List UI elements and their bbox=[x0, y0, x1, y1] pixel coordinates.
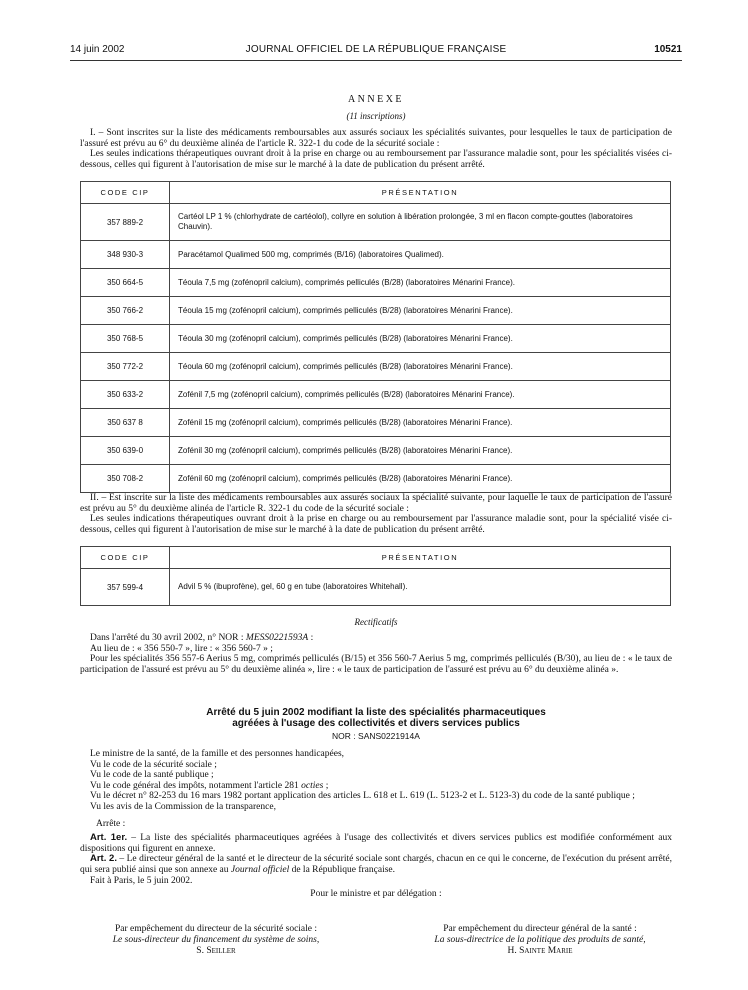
signature-right-role: La sous-directrice de la politique des produits de santé, bbox=[434, 935, 646, 945]
presentation: Téoula 15 mg (zofénopril calcium), comprimés pelliculés (B/28) (laboratoires Ménarini France). bbox=[170, 297, 671, 325]
table-1-header-code: CODE CIP bbox=[81, 182, 170, 204]
section-1-text bbox=[80, 128, 672, 170]
article-1-label: Art. 1er. bbox=[90, 832, 128, 844]
presentation: Zofénil 30 mg (zofénopril calcium), comprimés pelliculés (B/28) (laboratoires Ménarini France). bbox=[170, 437, 671, 465]
table-row bbox=[81, 409, 671, 437]
section-2-text bbox=[80, 493, 672, 535]
cip-code: 357 599-4 bbox=[81, 569, 170, 606]
vu-line: Vu le décret n° 82-253 du 16 mars 1982 portant application des articles L. 618 et L. 619 (L. 5123-2 et L. 5123-3) du code de la santé publique ; bbox=[90, 791, 635, 802]
presentation: Zofénil 7,5 mg (zofénopril calcium), comprimés pelliculés (B/28) (laboratoires Ménarini France). bbox=[170, 381, 671, 409]
signature-left-name: S. Seiller bbox=[196, 946, 236, 956]
cip-code: 350 772-2 bbox=[81, 353, 170, 381]
presentation: Téoula 60 mg (zofénopril calcium), comprimés pelliculés (B/28) (laboratoires Ménarini France). bbox=[170, 353, 671, 381]
cip-code: 350 639-0 bbox=[81, 437, 170, 465]
arrete-minister: Le ministre de la santé, de la famille et des personnes handicapées, bbox=[90, 749, 345, 759]
presentation: Paracétamol Qualimed 500 mg, comprimés (B/16) (laboratoires Qualimed). bbox=[170, 241, 671, 269]
signature-left bbox=[66, 924, 366, 957]
fait-a-paris: Fait à Paris, le 5 juin 2002. bbox=[90, 875, 193, 886]
presentation: Advil 5 % (ibuprofène), gel, 60 g en tube (laboratoires Whitehall). bbox=[170, 569, 671, 606]
cip-code: 350 708-2 bbox=[81, 465, 170, 493]
annexe-subtitle: (11 inscriptions) bbox=[346, 111, 406, 121]
cip-code: 350 768-5 bbox=[81, 325, 170, 353]
rectificatif-line-2: Au lieu de : « 356 550-7 », lire : « 356 560-7 » ; bbox=[90, 643, 273, 654]
signature-left-role: Le sous-directeur du financement du système de soins, bbox=[112, 935, 320, 945]
vu-semicolon: ; bbox=[323, 780, 329, 791]
vu-text: Vu le code général des impôts, notamment l'article 281 bbox=[90, 780, 302, 791]
signature-right-line-1: Par empêchement du directeur général de la santé : bbox=[443, 924, 637, 934]
annexe-title: ANNEXE bbox=[347, 94, 405, 105]
rectificatif-colon: : bbox=[308, 633, 314, 643]
table-row bbox=[81, 381, 671, 409]
arrete-title-line-2: agréées à l'usage des collectivités et divers services publics bbox=[232, 718, 520, 729]
vu-line bbox=[80, 781, 672, 792]
table-row bbox=[81, 353, 671, 381]
header-date: 14 juin 2002 bbox=[70, 44, 125, 55]
vu-line: Vu les avis de la Commission de la transparence, bbox=[90, 801, 276, 812]
arrete-word: Arrête : bbox=[96, 818, 126, 829]
section-2-paragraph-2: Les seules indications thérapeutiques ouvrant droit à la prise en charge ou au remboursement par l'assurance maladie sont, pour la spécialité visée ci-dessous, celles qui figurent à l'autorisation de mise sur le marché à la date de publication du présent arrêté. bbox=[80, 514, 672, 535]
article-1 bbox=[80, 833, 672, 854]
table-row bbox=[81, 465, 671, 493]
arrete-nor: NOR : SANS0221914A bbox=[332, 731, 420, 741]
table-2-header-presentation: PRÉSENTATION bbox=[170, 547, 671, 569]
signature-right-name: H. Sainte Marie bbox=[507, 946, 573, 956]
rectificatif-ref: Dans l'arrêté du 30 avril 2002, n° NOR : bbox=[90, 633, 246, 643]
pour-le-ministre: Pour le ministre et par délégation : bbox=[310, 889, 442, 900]
arrete-body bbox=[80, 749, 672, 900]
rectificatifs-text bbox=[80, 633, 672, 675]
cip-code: 350 637 8 bbox=[81, 409, 170, 437]
cip-table-1 bbox=[80, 181, 671, 493]
cip-code: 348 930-3 bbox=[81, 241, 170, 269]
table-row bbox=[81, 569, 671, 606]
vu-octies: octies bbox=[301, 780, 324, 791]
header-page-number: 10521 bbox=[654, 44, 682, 55]
article-1-text: – La liste des spécialités pharmaceutiques agréées à l'usage des collectivités et divers services publics est modifiée conformément aux dispositions qui figurent en annexe. bbox=[80, 833, 672, 854]
page-header bbox=[70, 44, 682, 58]
table-row bbox=[81, 204, 671, 241]
table-row bbox=[81, 437, 671, 465]
header-journal-title: JOURNAL OFFICIEL DE LA RÉPUBLIQUE FRANÇAISE bbox=[245, 44, 507, 55]
signature-left-line-1: Par empêchement du directeur de la sécurité sociale : bbox=[114, 924, 318, 934]
table-row bbox=[81, 297, 671, 325]
signature-right bbox=[390, 924, 690, 957]
presentation: Cartéol LP 1 % (chlorhydrate de cartéolol), collyre en solution à libération prolongée, 3 ml en flacon compte-gouttes (laboratoires Chauvin). bbox=[170, 204, 671, 241]
section-1-paragraph-2: Les seules indications thérapeutiques ouvrant droit à la prise en charge ou au remboursement par l'assurance maladie sont, pour les spécialités visées ci-dessous, celles qui figurent à l'autorisation de mise sur le marché à la date de publication du présent arrêté. bbox=[80, 149, 672, 170]
section-2-paragraph-1: II. – Est inscrite sur la liste des médicaments remboursables aux assurés sociaux la spécialité suivante, pour laquelle le taux de participation de l'assuré est prévu au 5° du deuxième alinéa de l'article R. 322-1 du code de la sécurité sociale : bbox=[80, 493, 672, 514]
article-2-journal: Journal officiel bbox=[230, 864, 290, 875]
rectificatif-nor: MESS0221593A bbox=[245, 633, 309, 643]
rectificatifs-title: Rectificatifs bbox=[354, 617, 398, 627]
arrete-title bbox=[70, 707, 682, 729]
rectificatif-line-1 bbox=[80, 633, 672, 644]
cip-code: 350 766-2 bbox=[81, 297, 170, 325]
vu-line: Vu le code de la sécurité sociale ; bbox=[90, 759, 217, 770]
cip-code: 357 889-2 bbox=[81, 204, 170, 241]
table-row bbox=[81, 269, 671, 297]
article-2-end: de la République française. bbox=[289, 864, 395, 875]
presentation: Zofénil 60 mg (zofénopril calcium), comprimés pelliculés (B/28) (laboratoires Ménarini France). bbox=[170, 465, 671, 493]
cip-code: 350 633-2 bbox=[81, 381, 170, 409]
presentation: Téoula 30 mg (zofénopril calcium), comprimés pelliculés (B/28) (laboratoires Ménarini France). bbox=[170, 325, 671, 353]
table-2-header-code: CODE CIP bbox=[81, 547, 170, 569]
vu-line: Vu le code de la santé publique ; bbox=[90, 770, 214, 781]
cip-code: 350 664-5 bbox=[81, 269, 170, 297]
cip-table-2 bbox=[80, 546, 671, 606]
presentation: Téoula 7,5 mg (zofénopril calcium), comprimés pelliculés (B/28) (laboratoires Ménarini France). bbox=[170, 269, 671, 297]
header-rule bbox=[70, 60, 682, 61]
article-2-text: – Le directeur général de la santé et le directeur de la sécurité sociale sont chargés, chacun en ce qui le concerne, de l'exécution du présent arrêté, qui sera publié ainsi que son annexe au bbox=[80, 854, 672, 875]
rectificatif-line-3: Pour les spécialités 356 557-6 Aerius 5 mg, comprimés pelliculés (B/15) et 356 560-7 Aerius 5 mg, comprimés pelliculés (B/30), au lieu de : « le taux de participation de l'assuré est prévu au 5° du deuxième alinéa », lire : « le taux de participation de l'assuré est prévu au 6° du deuxième alinéa ». bbox=[80, 654, 672, 675]
presentation: Zofénil 15 mg (zofénopril calcium), comprimés pelliculés (B/28) (laboratoires Ménarini France). bbox=[170, 409, 671, 437]
table-row bbox=[81, 241, 671, 269]
table-1-header-presentation: PRÉSENTATION bbox=[170, 182, 671, 204]
article-2 bbox=[80, 854, 672, 875]
arrete-title-line-1: Arrêté du 5 juin 2002 modifiant la liste des spécialités pharmaceutiques bbox=[206, 707, 546, 718]
table-row bbox=[81, 325, 671, 353]
article-2-label: Art. 2. bbox=[90, 853, 117, 865]
section-1-paragraph-1: I. – Sont inscrites sur la liste des médicaments remboursables aux assurés sociaux les spécialités suivantes, pour lesquelles le taux de participation de l'assuré est prévu au 6° du deuxième alinéa de l'article R. 322-1 du code de la sécurité sociale : bbox=[80, 128, 672, 149]
